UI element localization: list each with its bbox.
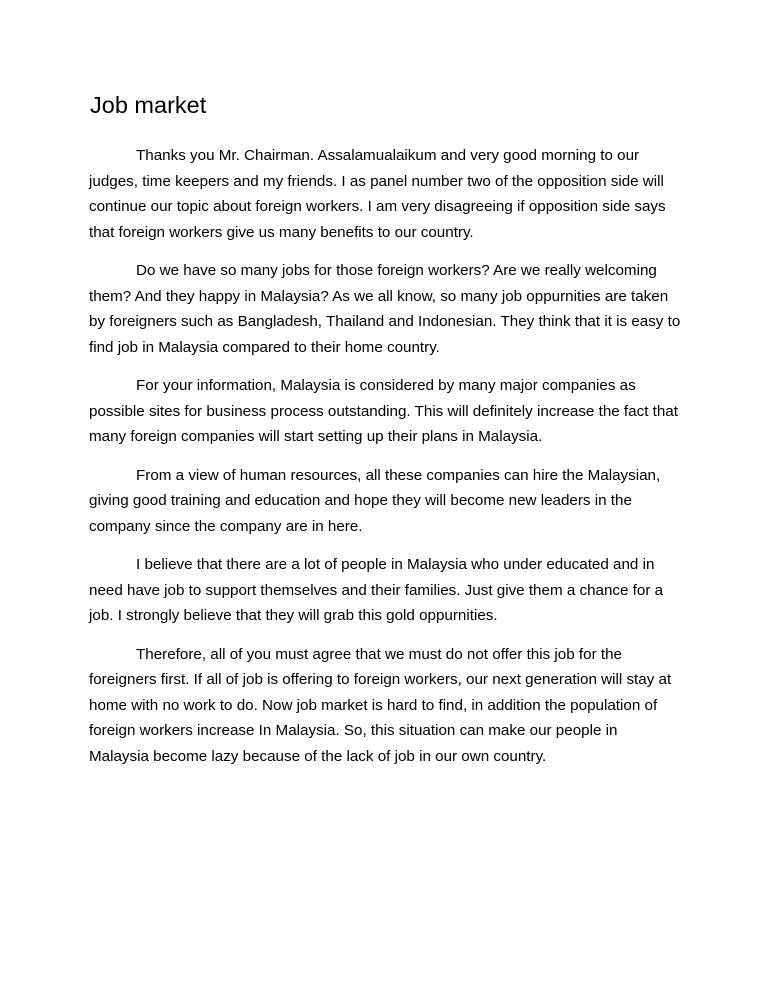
paragraph-line: continue our topic about foreign workers. I am very disagreeing if opposition side says xyxy=(89,198,666,215)
paragraph-line: Thanks you Mr. Chairman. Assalamualaikum and very good morning to our xyxy=(136,147,640,164)
paragraph-line: them? And they happy in Malaysia? As we all know, so many job oppurnities are taken xyxy=(89,287,669,305)
paragraph-line: I believe that there are a lot of people in Malaysia who under educated and in xyxy=(136,556,655,573)
paragraph-line: many foreign companies will start setting up their plans in Malaysia. xyxy=(89,428,543,445)
paragraph-line: need have job to support themselves and their families. Just give them a chance for a xyxy=(89,581,664,599)
paragraph-line: possible sites for business process outstanding. This will definitely increase the fact that xyxy=(89,402,678,420)
paragraph xyxy=(89,463,689,540)
paragraph-line: judges, time keepers and my friends. I as panel number two of the opposition side will xyxy=(89,172,664,190)
paragraph-line: foreigners first. If all of job is offering to foreign workers, our next generation will stay at xyxy=(89,671,672,688)
paragraph-line: find job in Malaysia compared to their home country. xyxy=(89,338,440,356)
paragraph xyxy=(89,642,689,770)
paragraph-line: giving good training and education and hope they will become new leaders in the xyxy=(89,492,632,509)
paragraph-line: Malaysia become lazy because of the lack of job in our own country. xyxy=(89,747,547,765)
paragraph-line: job. I strongly believe that they will grab this gold oppurnities. xyxy=(89,607,498,624)
page-title: Job market xyxy=(90,92,207,118)
document-body xyxy=(89,143,689,782)
paragraph-line: Therefore, all of you must agree that we must do not offer this job for the xyxy=(136,645,622,663)
paragraph xyxy=(89,373,689,450)
paragraph-line: company since the company are in here. xyxy=(89,517,363,535)
paragraph-line: that foreign workers give us many benefits to our country. xyxy=(89,223,474,241)
paragraph-line: foreign workers increase In Malaysia. So, this situation can make our people in xyxy=(89,722,618,739)
paragraph xyxy=(89,143,689,245)
paragraph-line: From a view of human resources, all these companies can hire the Malaysian, xyxy=(136,466,661,484)
paragraph-line: home with no work to do. Now job market is hard to find, in addition the population of xyxy=(89,696,658,714)
paragraph-line: Do we have so many jobs for those foreign workers? Are we really welcoming xyxy=(136,262,657,279)
paragraph xyxy=(89,258,689,360)
paragraph-line: by foreigners such as Bangladesh, Thailand and Indonesian. They think that it is easy to xyxy=(89,313,681,330)
paragraph-line: For your information, Malaysia is considered by many major companies as xyxy=(136,377,636,394)
paragraph xyxy=(89,552,689,629)
